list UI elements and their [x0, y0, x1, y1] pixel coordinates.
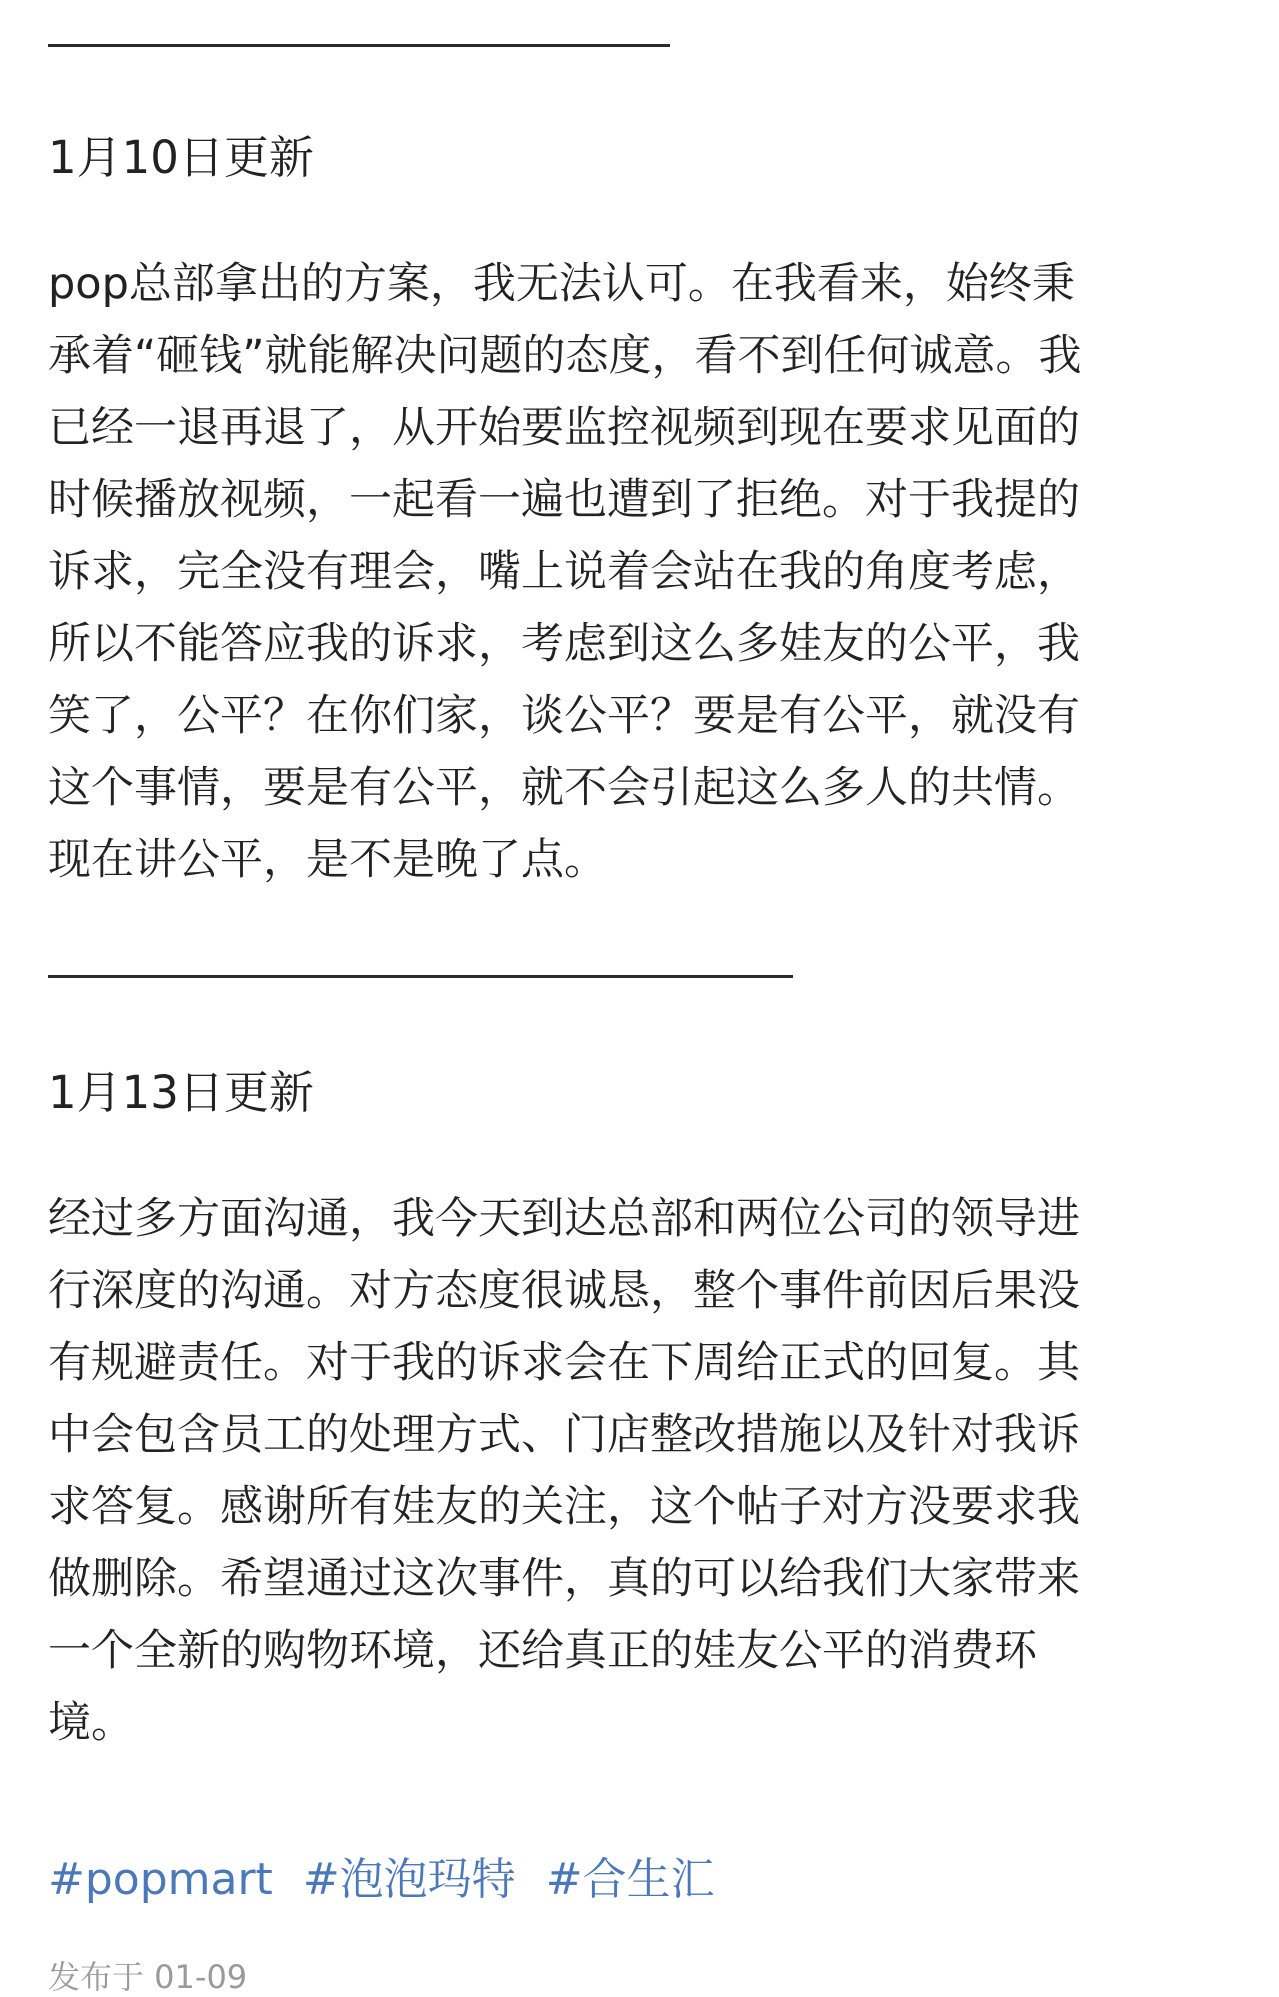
- paragraph-line: 境。: [48, 1698, 134, 1748]
- section-divider: [48, 975, 793, 978]
- update-paragraph: [48, 1183, 1238, 1759]
- paragraph-line: 经过多方面沟通，我今天到达总部和两位公司的领导进: [48, 1194, 1080, 1244]
- paragraph-line: 做删除。希望通过这次事件，真的可以给我们大家带来: [48, 1554, 1080, 1604]
- paragraph-line: 诉求，完全没有理会，嘴上说着会站在我的角度考虑，: [48, 547, 1080, 597]
- paragraph-line: 一个全新的购物环境，还给真正的娃友公平的消费环: [48, 1626, 1037, 1676]
- paragraph-line: 时候播放视频，一起看一遍也遭到了拒绝。对于我提的: [48, 475, 1080, 525]
- paragraph-line: 已经一退再退了，从开始要监控视频到现在要求见面的: [48, 403, 1080, 453]
- publish-date: 发布于 01-09: [48, 1958, 248, 1996]
- update-paragraph: [48, 248, 1238, 896]
- hashtag-heshenghui[interactable]: #合生汇: [545, 1854, 715, 1905]
- paragraph-line: 所以不能答应我的诉求，考虑到这么多娃友的公平，我: [48, 619, 1080, 669]
- update-heading: 1月13日更新: [48, 1066, 314, 1119]
- paragraph-line: 现在讲公平，是不是晚了点。: [48, 835, 607, 885]
- paragraph-line: 笑了，公平？在你们家，谈公平？要是有公平，就没有: [48, 691, 1080, 741]
- paragraph-line: pop总部拿出的方案，我无法认可。在我看来，始终秉: [48, 259, 1075, 309]
- hashtag-row: [48, 1850, 731, 1910]
- hashtag-popmart[interactable]: #popmart: [48, 1854, 273, 1905]
- update-heading: 1月10日更新: [48, 131, 314, 184]
- paragraph-line: 有规避责任。对于我的诉求会在下周给正式的回复。其: [48, 1338, 1080, 1388]
- paragraph-line: 求答复。感谢所有娃友的关注，这个帖子对方没要求我: [48, 1482, 1080, 1532]
- paragraph-line: 这个事情，要是有公平，就不会引起这么多人的共情。: [48, 763, 1080, 813]
- paragraph-line: 行深度的沟通。对方态度很诚恳，整个事件前因后果没: [48, 1266, 1080, 1316]
- hashtag-paopaomate[interactable]: #泡泡玛特: [302, 1854, 516, 1905]
- paragraph-line: 承着“砸钱”就能解决问题的态度，看不到任何诚意。我: [48, 331, 1082, 381]
- paragraph-line: 中会包含员工的处理方式、门店整改措施以及针对我诉: [48, 1410, 1080, 1460]
- section-divider: [48, 44, 670, 47]
